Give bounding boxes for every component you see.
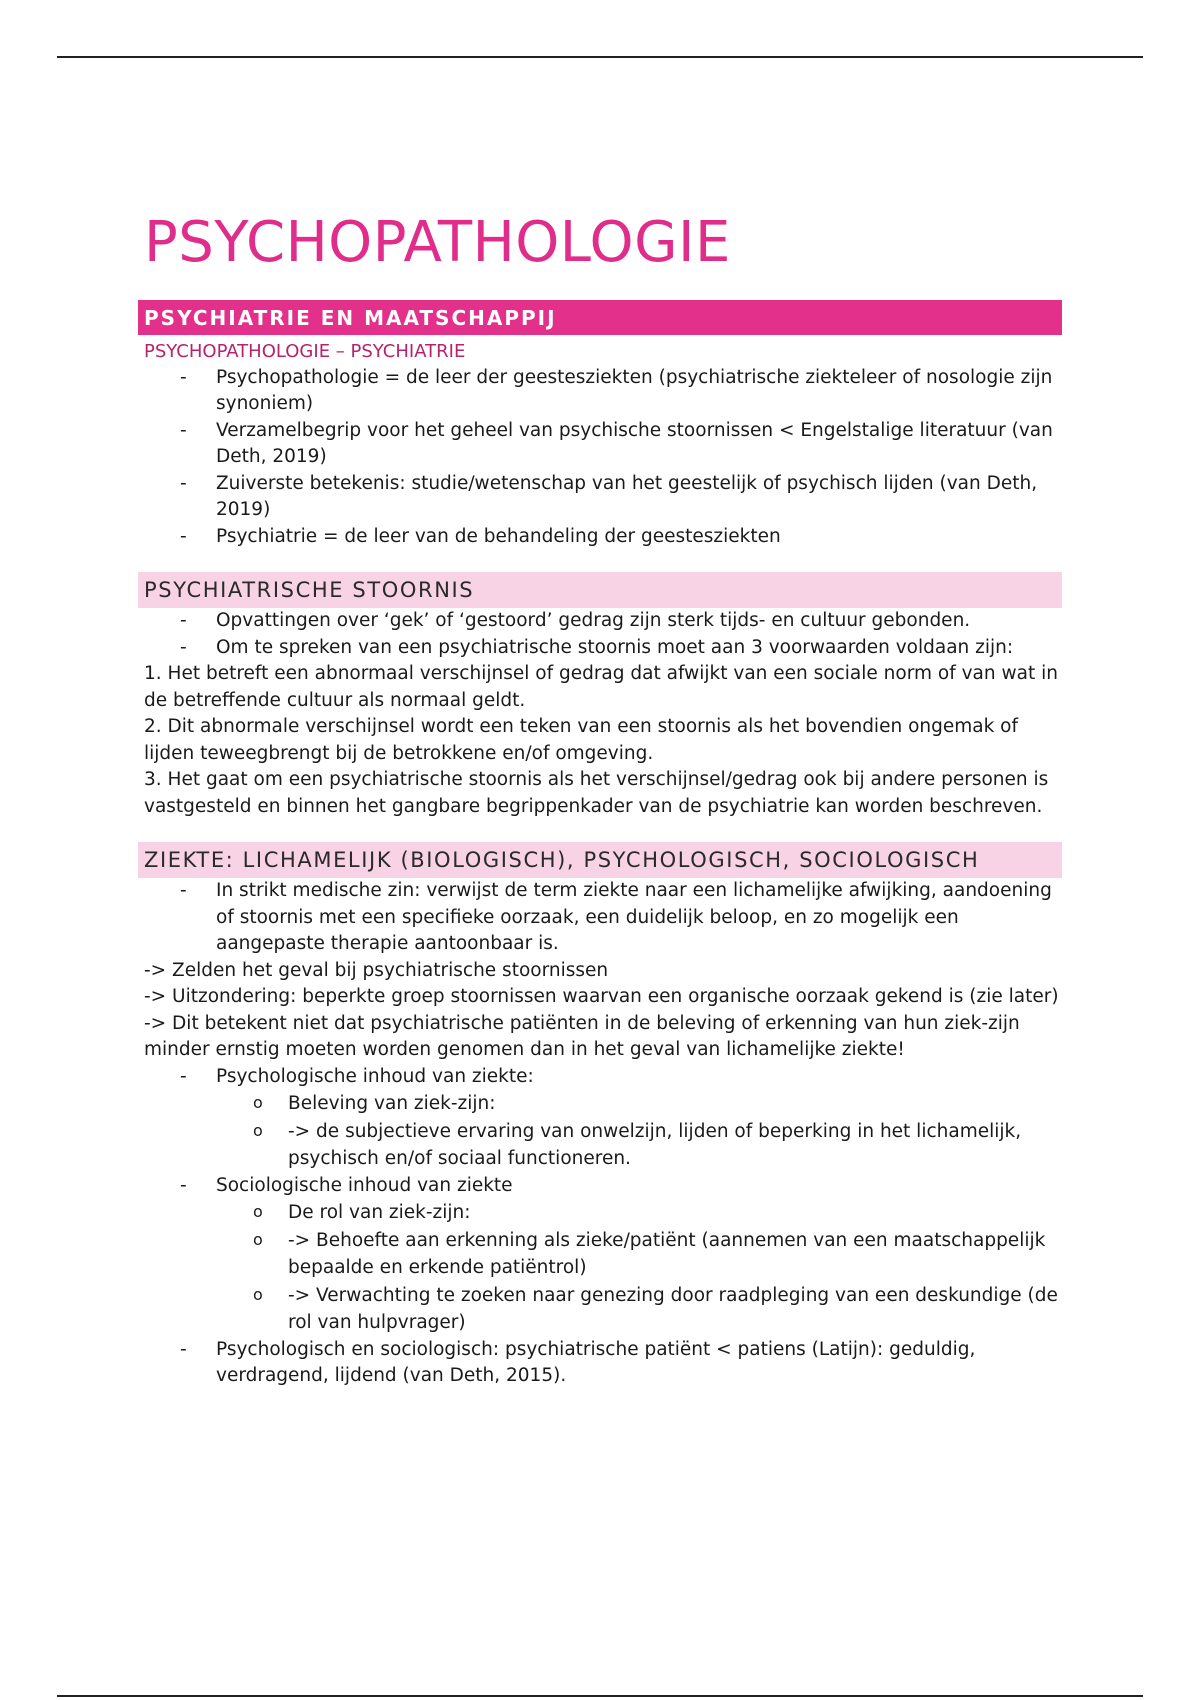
list-item: - In strikt medische zin: verwijst de term ziekte naar een lichamelijke afwijking, aandoening of stoornis met een specifieke oorzaak, een duidelijk beloop, en zo mogelijk een aangepaste therapie aantoonbaar is. <box>138 878 1062 958</box>
sub-list-item: o -> Verwachting te zoeken naar genezing door raadpleging van een deskundige (de rol van hulpvrager) <box>138 1282 1062 1337</box>
list-item: - Zuiverste betekenis: studie/wetenschap van het geestelijk of psychisch lijden (van Deth, 2019) <box>138 471 1062 524</box>
condition-3: 3. Het gaat om een psychiatrische stoornis als het verschijnsel/gedrag ook bij andere personen is vastgesteld en binnen het gangbare begrippenkader van de psychiatrie kan worden beschreven. <box>144 769 1049 817</box>
inhoud-list <box>138 1337 1062 1390</box>
arrow-note: -> Zelden het geval bij psychiatrische stoornissen <box>144 959 609 981</box>
inhoud-list <box>138 1064 1062 1091</box>
list-item-psychologische-inhoud: - Psychologische inhoud van ziekte: <box>138 1064 1062 1091</box>
arrow-note: -> Dit betekent niet dat psychiatrische patiënten in de beleving of erkenning van hun ziek-zijn minder ernstig moeten worden genomen dan in het geval van lichamelijke ziekte! <box>144 1012 1020 1061</box>
list-item: - Psychopathologie = de leer der geestesziekten (psychiatrische ziekteleer of nosologie zijn synoniem) <box>138 365 1062 418</box>
page-title: PSYCHOPATHOLOGIE <box>144 210 731 275</box>
sub-list-item: o Beleving van ziek-zijn: <box>138 1090 1062 1118</box>
list-item: - Om te spreken van een psychiatrische stoornis moet aan 3 voorwaarden voldaan zijn: <box>138 635 1062 662</box>
inhoud-list <box>138 1173 1062 1200</box>
section-heading-psychiatrie-en-maatschappij: PSYCHIATRIE EN MAATSCHAPPIJ <box>138 300 1062 335</box>
section-heading-psychiatrische-stoornis: PSYCHIATRISCHE STOORNIS <box>138 572 1062 608</box>
condition-2: 2. Dit abnormale verschijnsel wordt een teken van een stoornis als het bovendien ongemak of lijden teweegbrengt bij de betrokkene en/of omgeving. <box>144 716 1019 764</box>
header-rule <box>57 56 1143 58</box>
list-item-psychologisch-en-sociologisch: - Psychologisch en sociologisch: psychiatrische patiënt < patiens (Latijn): geduldig, verdragend, lijdend (van Deth, 2015). <box>138 1337 1062 1390</box>
list-item-sociologische-inhoud: - Sociologische inhoud van ziekte <box>138 1173 1062 1200</box>
arrow-note: -> Uitzondering: beperkte groep stoornissen waarvan een organische oorzaak gekend is (zie later) <box>144 986 1059 1008</box>
sub-list-item: o -> de subjectieve ervaring van onwelzijn, lijden of beperking in het lichamelijk, psychisch en/of sociaal functioneren. <box>138 1118 1062 1173</box>
socio-sublist <box>138 1199 1062 1337</box>
condition-1: 1. Het betreft een abnormaal verschijnsel of gedrag dat afwijkt van een sociale norm of van wat in de betreffende cultuur als normaal geldt. <box>144 663 1058 711</box>
sub-list-item: o -> Behoefte aan erkenning als zieke/patiënt (aannemen van een maatschappelijk bepaalde en erkende patiëntrol) <box>138 1227 1062 1282</box>
definition-list <box>138 365 1062 551</box>
list-item: - Opvattingen over ‘gek’ of ‘gestoord’ gedrag zijn sterk tijds- en cultuur gebonden. <box>138 608 1062 635</box>
subheading-psychopathologie-psychiatrie: PSYCHOPATHOLOGIE – PSYCHIATRIE <box>144 340 466 362</box>
list-item: - Verzamelbegrip voor het geheel van psychische stoornissen < Engelstalige literatuur (van Deth, 2019) <box>138 418 1062 471</box>
footer-rule <box>57 1695 1143 1697</box>
list-item: - Psychiatrie = de leer van de behandeling der geestesziekten <box>138 524 1062 551</box>
document-body <box>138 212 1062 1390</box>
sub-list-item: o De rol van ziek-zijn: <box>138 1199 1062 1227</box>
section-heading-ziekte: ZIEKTE: LICHAMELIJK (BIOLOGISCH), PSYCHOLOGISCH, SOCIOLOGISCH <box>138 842 1062 878</box>
stoornis-list <box>138 608 1062 661</box>
psych-sublist <box>138 1090 1062 1173</box>
ziekte-list <box>138 878 1062 958</box>
